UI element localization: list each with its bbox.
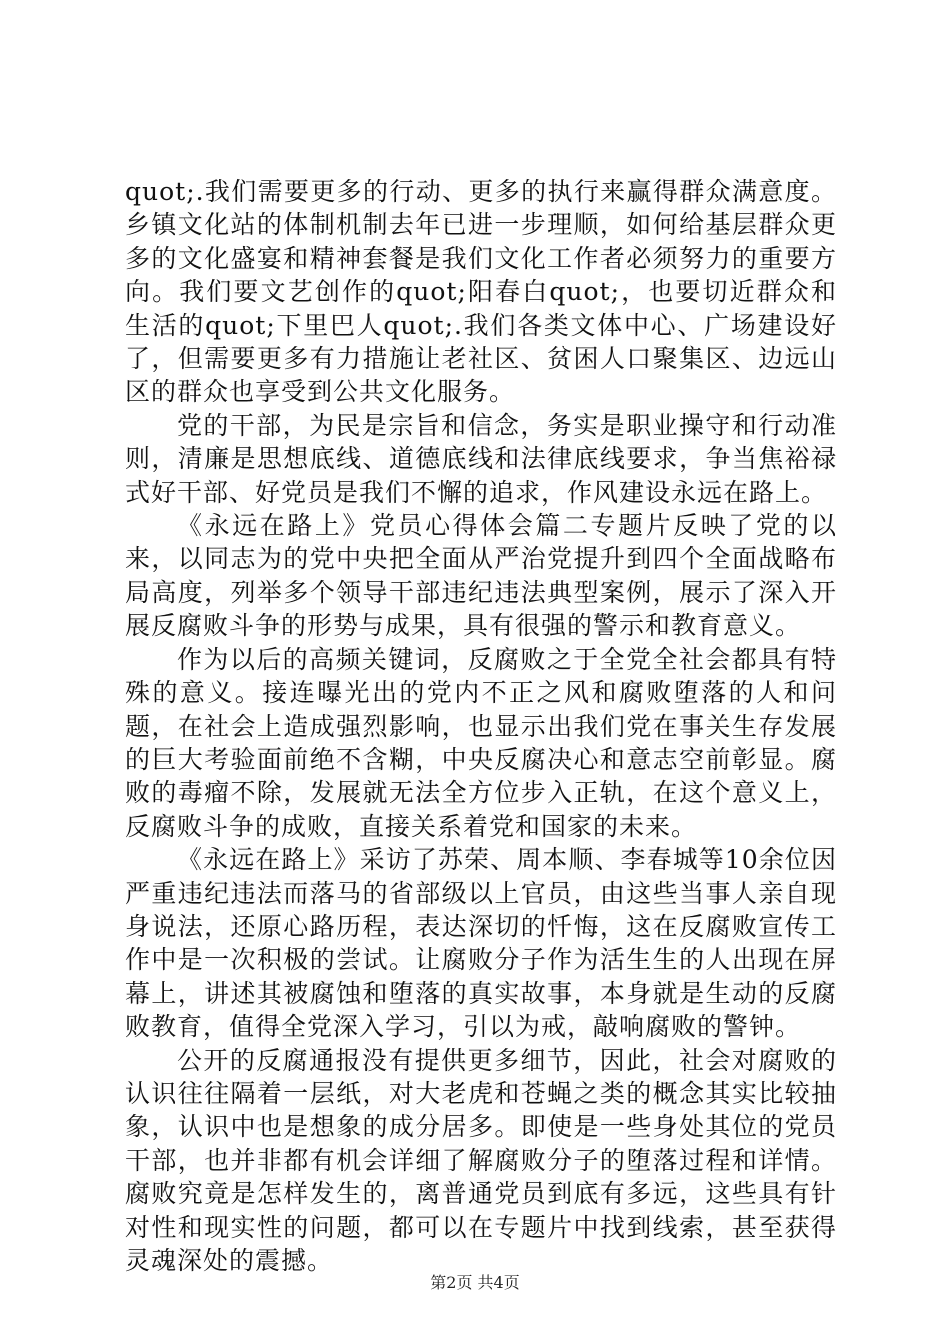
paragraph-1: quot;.我们需要更多的行动、更多的执行来赢得群众满意度。乡镇文化站的体制机制去年已进一步理顺，如何给基层群众更多的文化盛宴和精神套餐是我们文化工作者必须努力的重要方向。我们要文艺创作的quot;阳春白quot;，也要切近群众和生活的quot;下里巴人quot;.我们各类文体中心、广场建设好了，但需要更多有力措施让老社区、贫困人口聚集区、边远山区的群众也享受到公共文化服务。 xyxy=(125,177,837,407)
paragraph-5: 《永远在路上》采访了苏荣、周本顺、李春城等10余位因严重违纪违法而落马的省部级以上官员，由这些当事人亲自现身说法，还原心路历程，表达深切的忏悔，这在反腐败宣传工作中是一次积极的尝试。让腐败分子作为活生生的人出现在屏幕上，讲述其被腐蚀和堕落的真实故事，本身就是生动的反腐败教育，值得全党深入学习，引以为戒，敲响腐败的警钟。 xyxy=(125,845,837,1042)
page-number-footer: 第2页 共4页 xyxy=(430,1273,520,1292)
paragraph-6: 公开的反腐通报没有提供更多细节，因此，社会对腐败的认识往往隔着一层纸，对大老虎和苍蝇之类的概念其实比较抽象，认识中也是想象的成分居多。即使是一些身处其位的党员干部，也并非都有机会详细了解腐败分子的堕落过程和详情。腐败究竟是怎样发生的，离普通党员到底有多远，这些具有针对性和现实性的问题，都可以在专题片中找到线索，甚至获得灵魂深处的震撼。 xyxy=(125,1045,837,1275)
paragraph-3: 《永远在路上》党员心得体会篇二专题片反映了党的以来，以同志为的党中央把全面从严治党提升到四个全面战略布局高度，列举多个领导干部违纪违法典型案例，展示了深入开展反腐败斗争的形势与成果，具有很强的警示和教育意义。 xyxy=(125,511,837,641)
paragraph-2: 党的干部，为民是宗旨和信念，务实是职业操守和行动准则，清廉是思想底线、道德底线和法律底线要求，争当焦裕禄式好干部、好党员是我们不懈的追求，作风建设永远在路上。 xyxy=(125,410,837,507)
document-body xyxy=(125,175,837,1277)
paragraph-4: 作为以后的高频关键词，反腐败之于全党全社会都具有特殊的意义。接连曝光出的党内不正之风和腐败堕落的人和问题，在社会上造成强烈影响，也显示出我们党在事关生存发展的巨大考验面前绝不含糊，中央反腐决心和意志空前彰显。腐败的毒瘤不除，发展就无法全方位步入正轨，在这个意义上，反腐败斗争的成败，直接关系着党和国家的未来。 xyxy=(125,644,837,841)
